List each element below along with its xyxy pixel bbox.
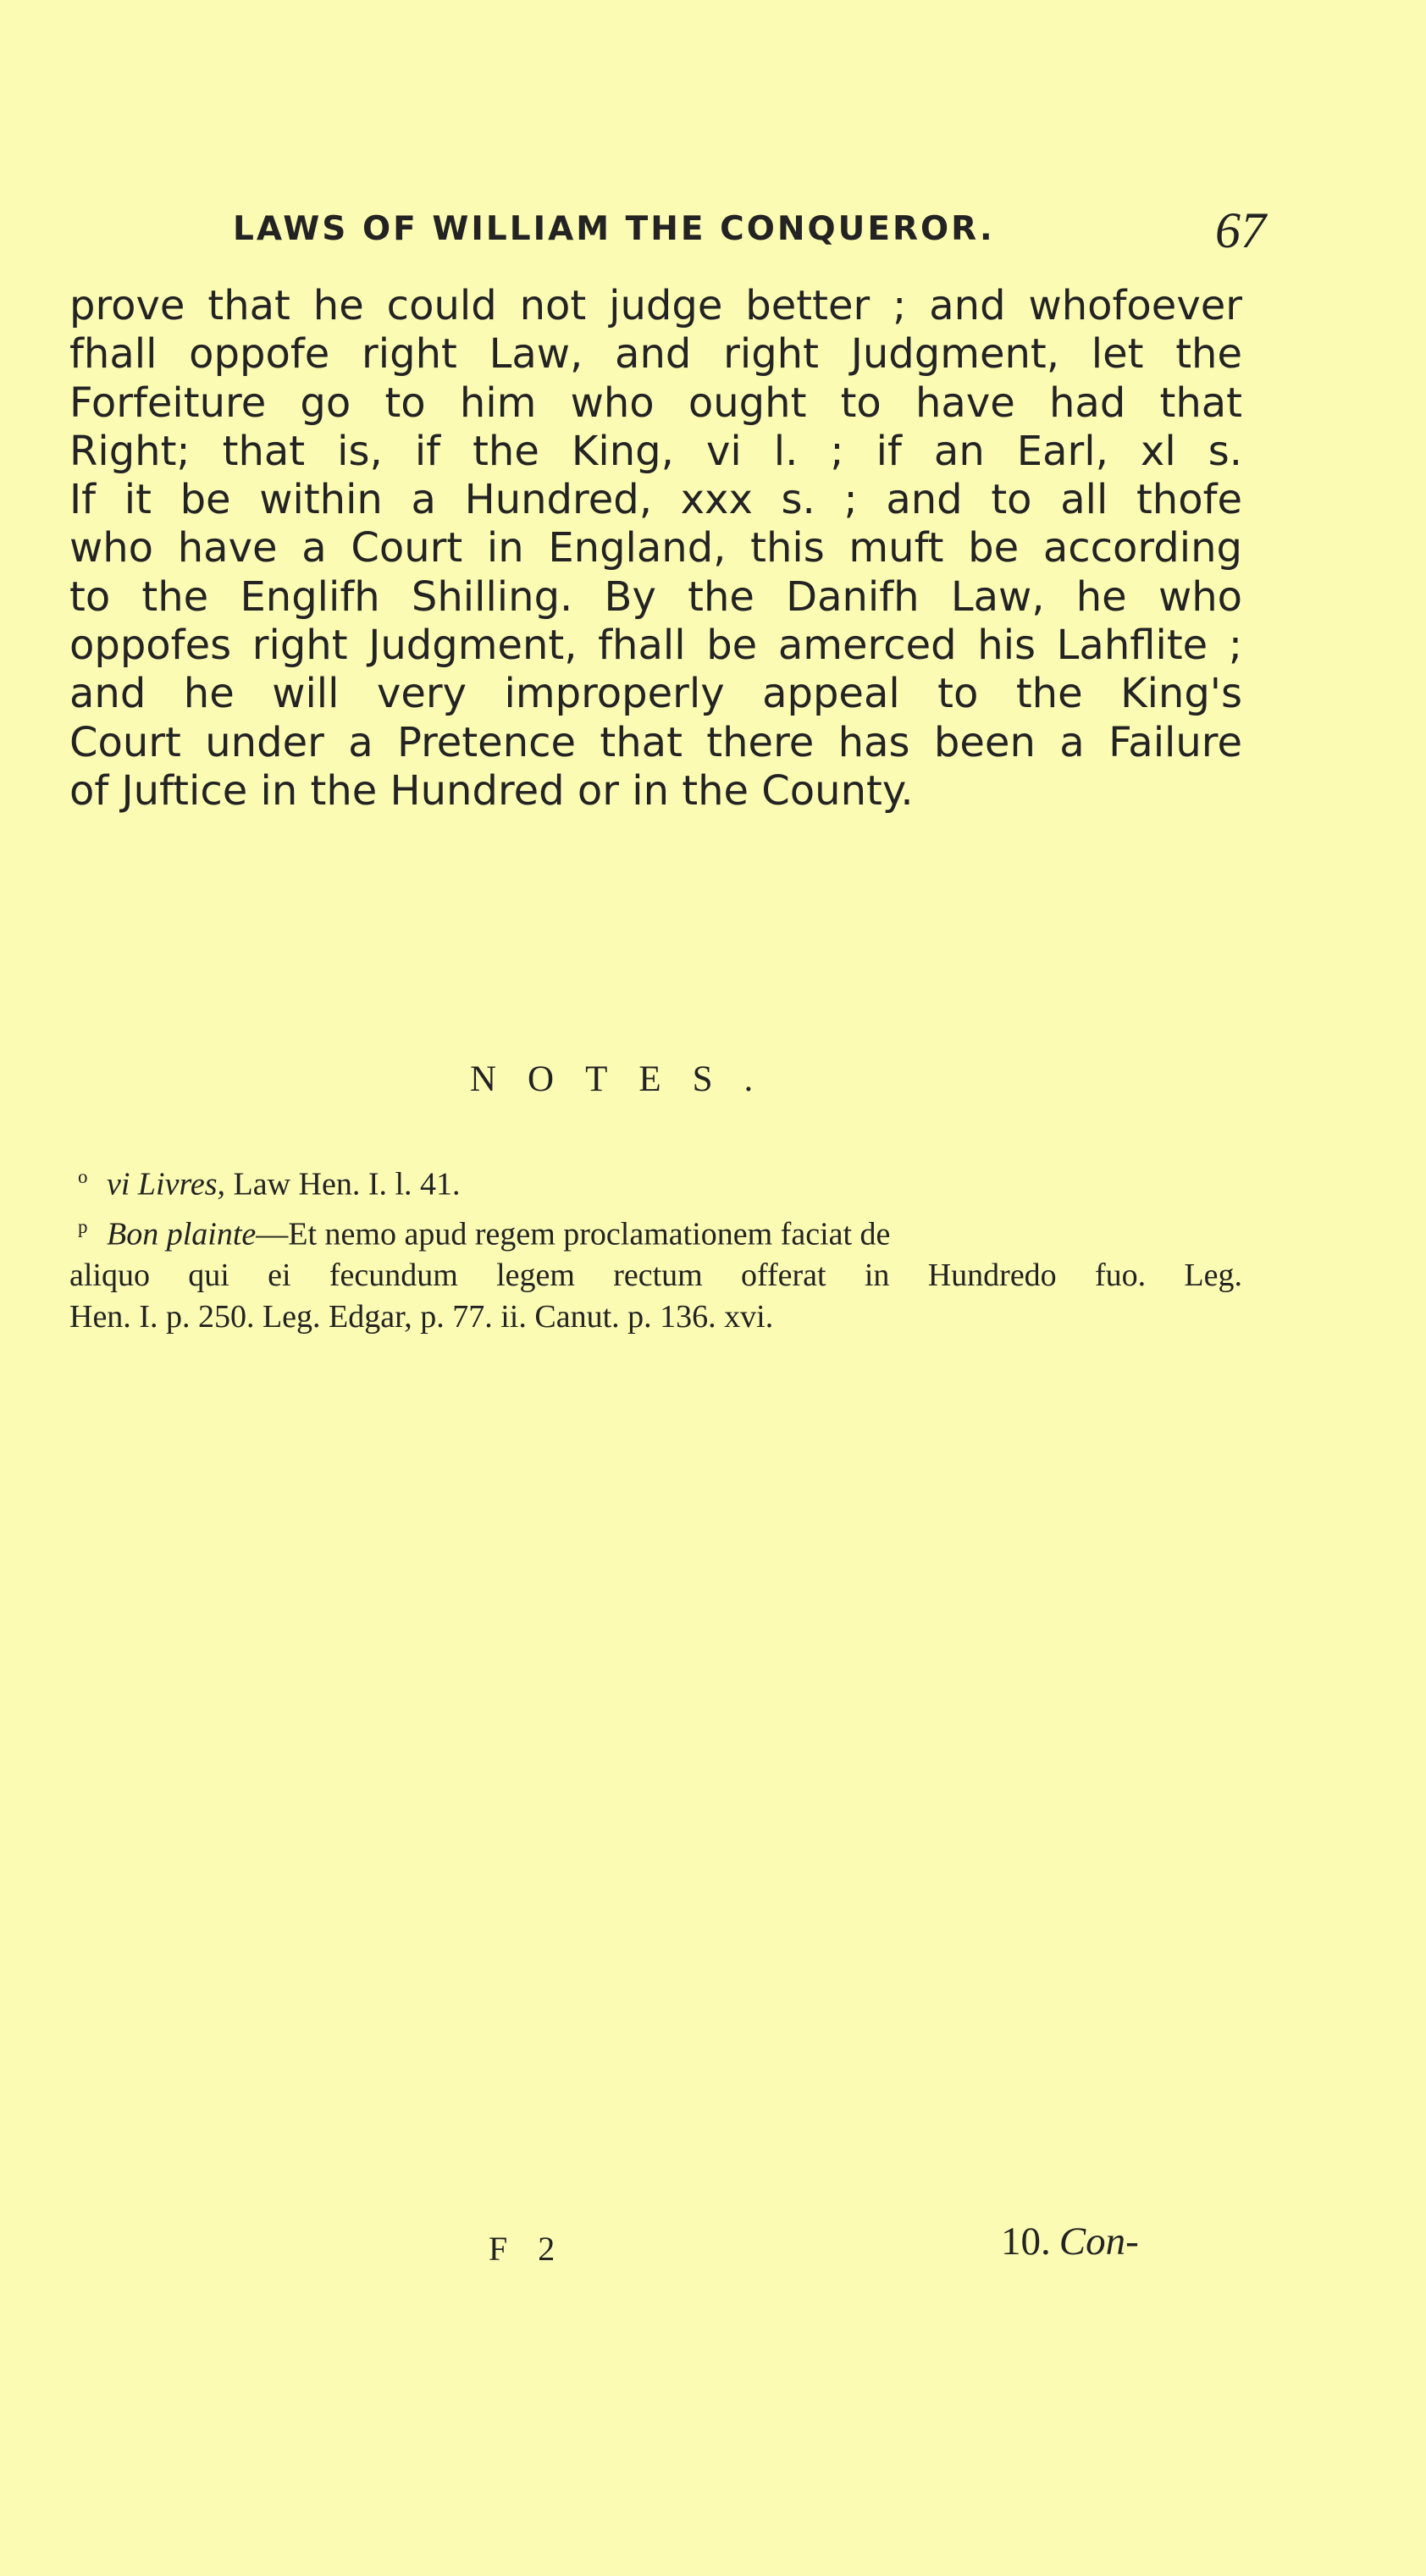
note-o xyxy=(69,1156,1242,1206)
note-p xyxy=(69,1206,1242,1339)
note-p-line-2: aliquo qui ei fecundum legem rectum offerat in Hundredo fuo. Leg. xyxy=(69,1258,1242,1294)
note-p-line-1-text: —Et nemo apud regem proclamationem faciat de xyxy=(256,1216,891,1252)
note-p-italic-text: Bon plainte xyxy=(107,1216,257,1252)
body-line-3: Forfeiture go to him who ought to have had that xyxy=(69,379,1242,427)
body-line-1: prove that he could not judge better ; and whofoever xyxy=(69,282,1242,329)
body-line-8: oppofes right Judgment, fhall be amerced his Lahflite ; xyxy=(69,622,1242,670)
catchword-number: 10. xyxy=(1001,2219,1051,2264)
running-title: LAWS OF WILLIAM THE CONQUEROR. xyxy=(233,210,995,248)
running-head xyxy=(233,203,1266,271)
body-line-2: fhall oppofe right Law, and right Judgment, let the xyxy=(69,330,1242,379)
body-line-6: who have a Court in England, this muft be according xyxy=(69,524,1242,572)
note-p-line-1 xyxy=(69,1206,1242,1256)
note-o-text: Law Hen. I. l. 41. xyxy=(225,1166,461,1202)
note-p-marker: p xyxy=(78,1215,88,1237)
notes-heading: NOTES. xyxy=(470,1059,785,1099)
note-o-marker: o xyxy=(78,1166,88,1187)
catchword xyxy=(1001,2219,1139,2264)
body-line-7: to the Englifh Shilling. By the Danifh Law, he who xyxy=(69,572,1242,621)
body-line-4: Right; that is, if the King, vi l. ; if an Earl, xl s. xyxy=(69,427,1242,475)
catchword-word: Con- xyxy=(1058,2219,1139,2264)
note-p-line-3: Hen. I. p. 250. Leg. Edgar, p. 77. ii. Canut. p. 136. xvi. xyxy=(69,1299,774,1335)
page-number: 67 xyxy=(1215,202,1266,258)
notes-section xyxy=(69,1156,1242,1338)
note-o-italic-text: vi Livres, xyxy=(107,1166,226,1202)
printer-signature: F 2 xyxy=(489,2230,567,2268)
body-line-11: of Juftice in the Hundred or in the County. xyxy=(69,766,914,815)
page-footer xyxy=(0,2219,1426,2295)
note-o-line xyxy=(69,1156,1242,1206)
body-line-5: If it be within a Hundred, xxx s. ; and to all thofe xyxy=(69,476,1242,524)
main-body-text xyxy=(69,282,1242,815)
body-line-9: and he will very improperly appeal to the King's xyxy=(69,670,1242,718)
body-line-10: Court under a Pretence that there has been a Failure xyxy=(69,718,1242,766)
